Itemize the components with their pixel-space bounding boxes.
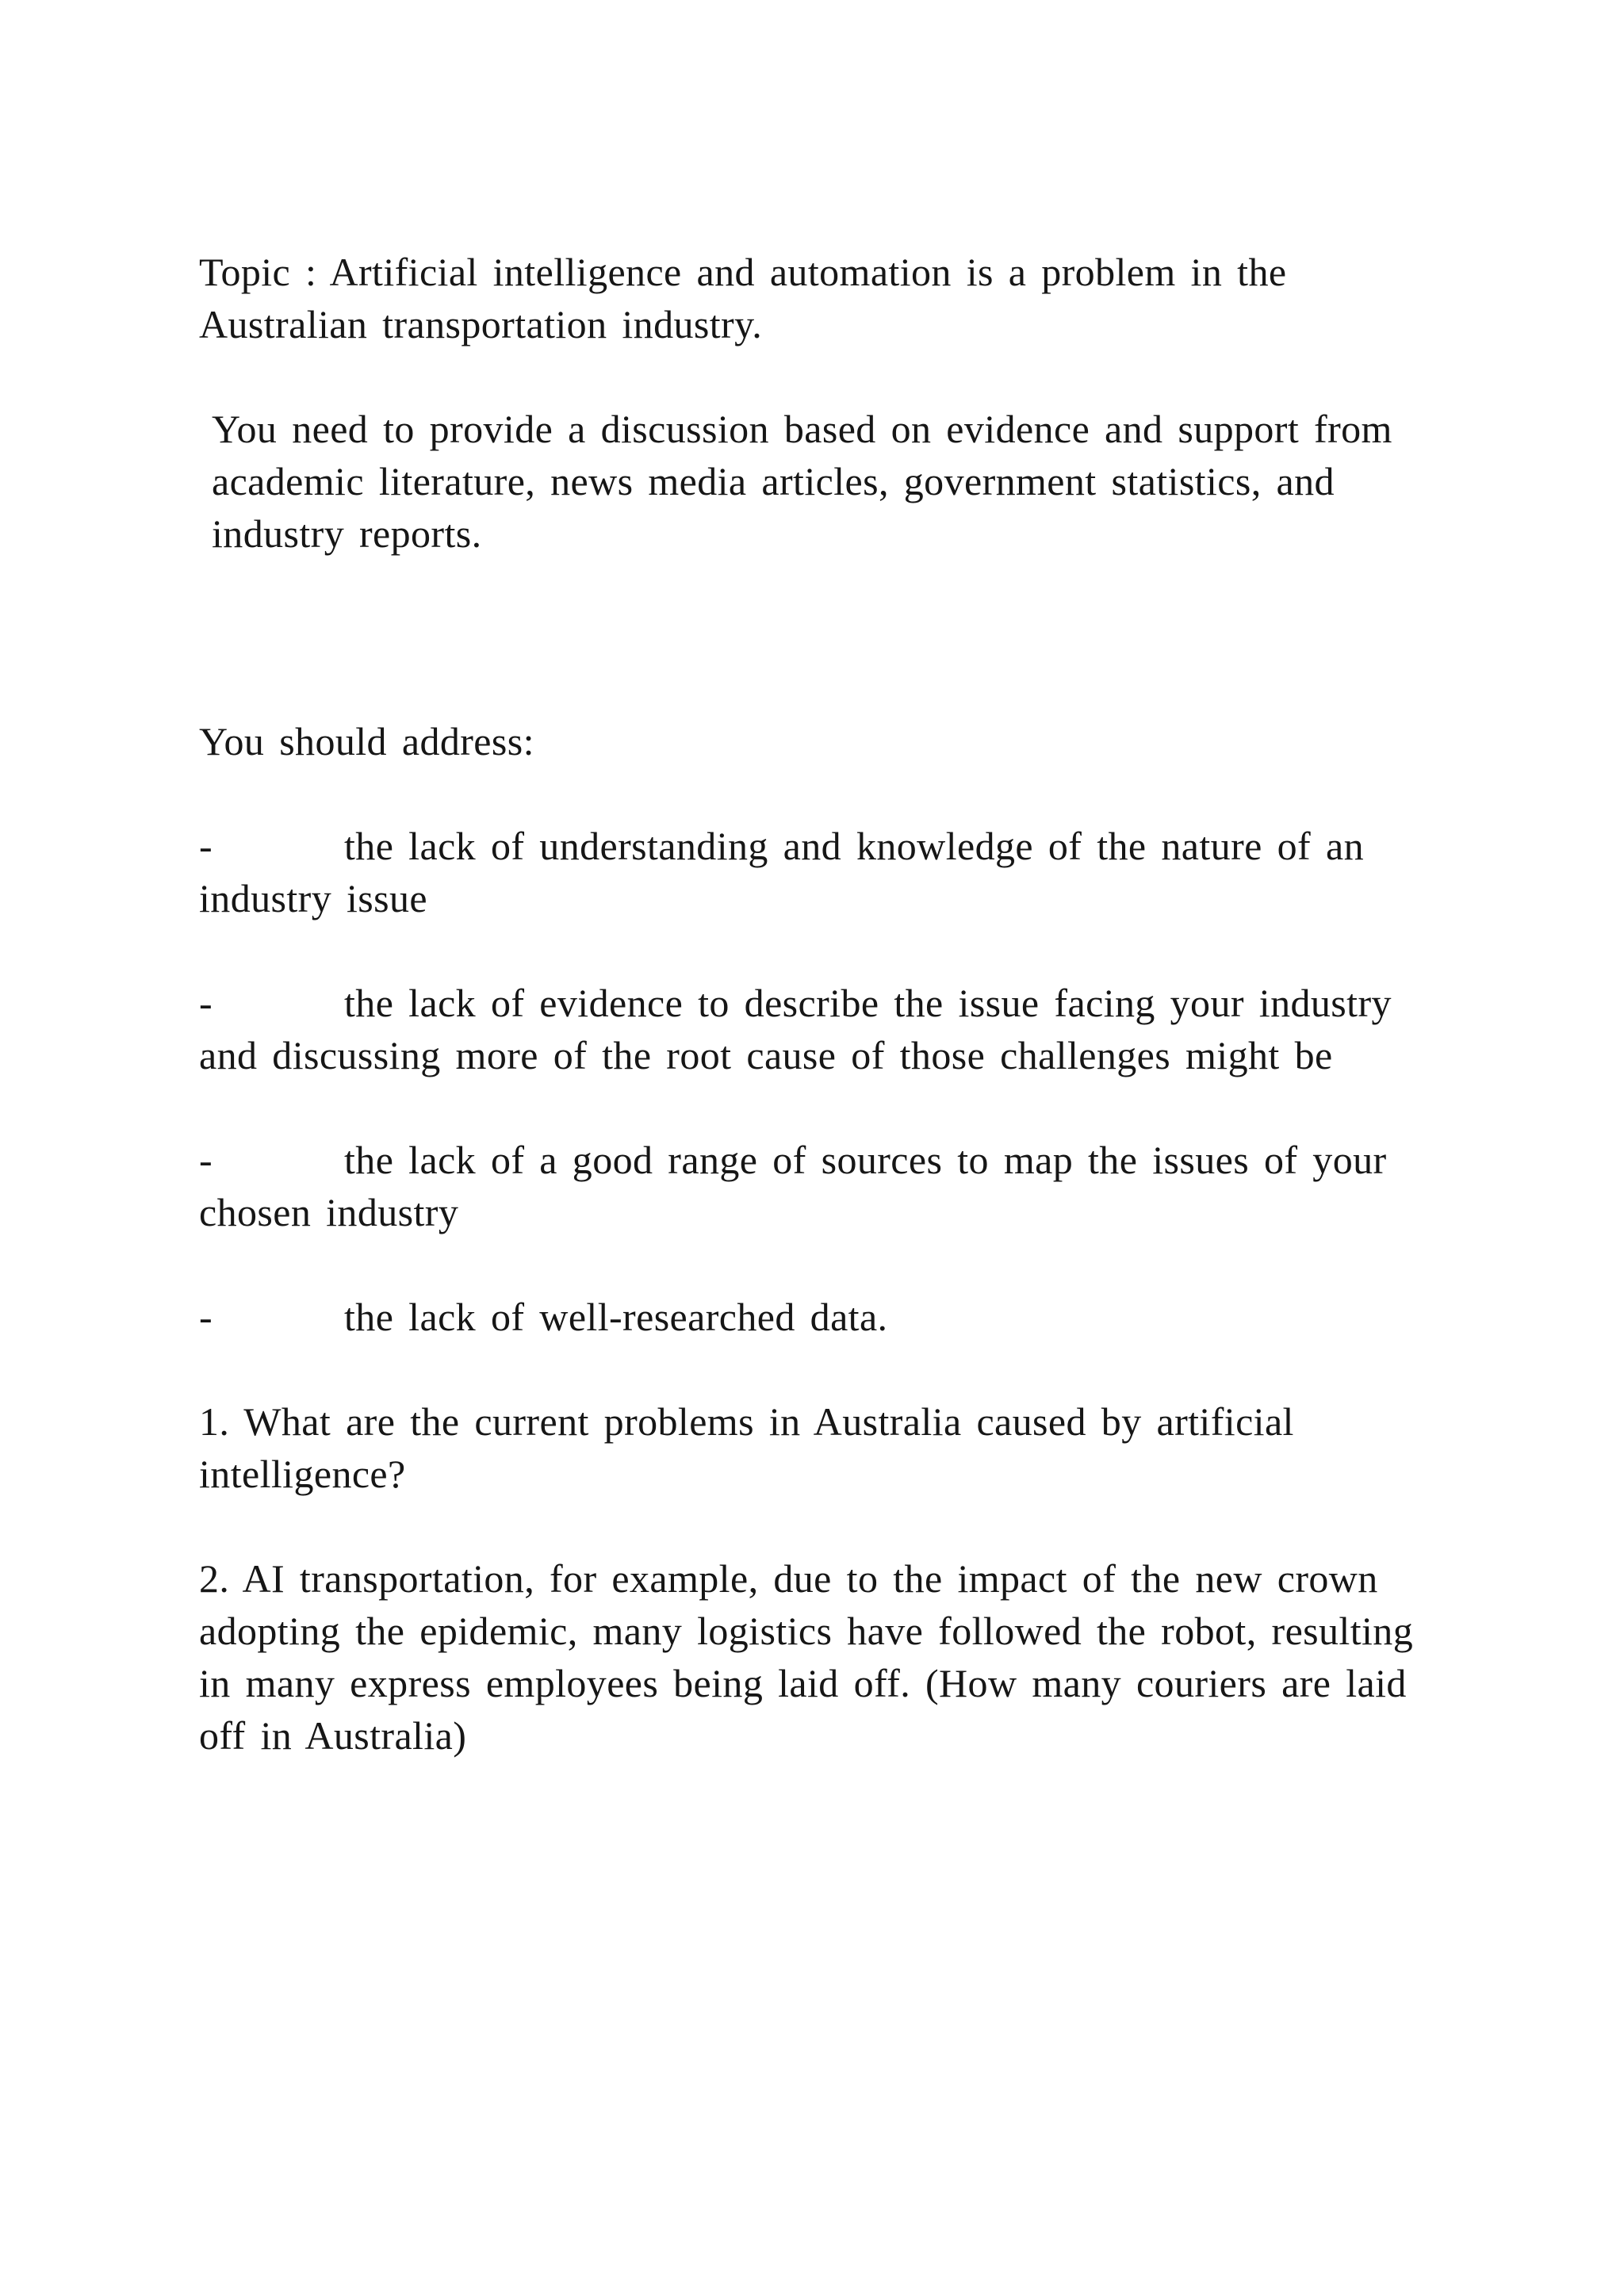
bullet-text: the lack of evidence to describe the issue facing your industry and discussing more of the root cause of those challenges might be: [199, 981, 1392, 1077]
bullet-item-4: [199, 1291, 1436, 1343]
bullet-dash: -: [199, 981, 213, 1025]
bullet-text: the lack of well-researched data.: [344, 1295, 888, 1339]
bullet-item-1: [199, 820, 1436, 924]
bullet-dash: -: [199, 824, 213, 868]
bullet-item-2: [199, 977, 1436, 1081]
intro-paragraph: You need to provide a discussion based on evidence and support from academic literature, news media articles, government statistics, and industry reports.: [212, 407, 1392, 556]
bullet-dash: -: [199, 1138, 213, 1182]
bullet-text: the lack of understanding and knowledge of the nature of an industry issue: [199, 824, 1364, 920]
question-1: 1. What are the current problems in Australia caused by artificial intelligence?: [199, 1399, 1294, 1496]
topic-paragraph: Topic : Artificial intelligence and automation is a problem in the Australian transportation industry.: [199, 250, 1287, 346]
address-heading: You should address:: [199, 719, 534, 763]
bullet-dash: -: [199, 1295, 213, 1339]
question-2: 2. AI transportation, for example, due to the impact of the new crown adopting the epidemic, many logistics have followed the robot, resulting in many express employees being laid off. (How many couriers are laid off in Australia): [199, 1556, 1414, 1758]
document-body: [199, 246, 1436, 1814]
section-spacer: [199, 560, 1436, 715]
bullet-text: the lack of a good range of sources to map the issues of your chosen industry: [199, 1138, 1387, 1234]
bullet-item-3: [199, 1134, 1436, 1238]
